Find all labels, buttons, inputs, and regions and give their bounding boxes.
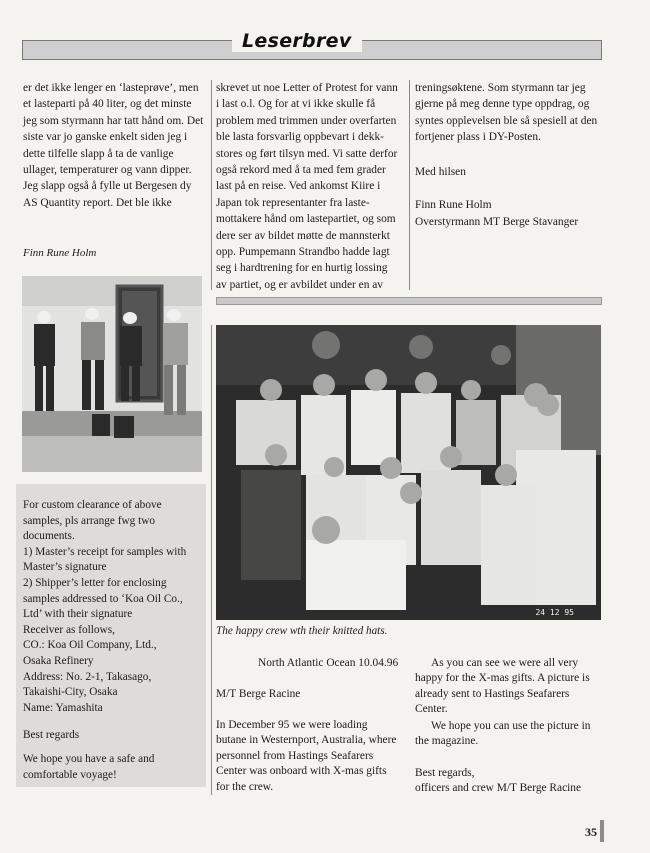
note-line: CO.: Koa Oil Company, Ltd., [23,639,157,652]
note-line: samples addressed to ‘Koa Oil Co., [23,592,183,605]
photo-date-stamp: 24 12 95 [535,608,574,617]
note-line: documents. [23,530,75,543]
text-line: et lasteparti på 40 liter, og det minste [23,98,192,111]
text-line: ullager, temperaturer og vann dipper. [23,164,192,177]
text-line: Center. [415,703,448,716]
note-line: We hope you have a safe and [23,753,155,765]
text-line: av partiet, og er avbildet under en av [216,278,383,291]
text-line: In December 95 we were loading [216,719,368,731]
letter-body [216,718,402,795]
article-column-2 [216,80,404,293]
section-title: Leserbrev [232,30,362,52]
note-wish [23,752,154,783]
text-line: i last o.l. Og for at vi ikke skulle få [216,98,376,111]
crew-photo-illustration [216,325,601,620]
page-number: 35 [585,825,597,839]
letter-body-continued-b [415,719,602,750]
text-line: AS Quantity report. Det ble ikke [23,196,172,209]
column-divider-right [409,80,410,290]
note-line: Ltd’ with their signature [23,608,133,621]
text-line: already sent to Hastings Seafarers [415,687,570,700]
text-line: butane in Westernport, Australia, where [216,734,397,747]
deck-crew-illustration [22,276,202,472]
letter-regards: Best regards, [415,767,475,779]
text-line: jeg som styrmann har tatt hånd om. Det [23,114,204,127]
text-line: Jeg slapp også å fylle ut Bergesen dy [23,180,192,193]
text-line: last på en reise. Ved ankomst Kiire i [216,180,381,193]
text-line: syntes opplevelsen ble så spesiell at den [415,114,598,127]
note-line: 1) Master’s receipt for samples with [23,545,187,558]
note-line: For custom clearance of above [23,499,162,511]
article-column-1 [23,80,204,211]
text-line: stores og ført tilsyn med. Vi satte derfor [216,147,398,160]
page-edge-tab [600,820,604,842]
text-line: for the crew. [216,780,274,793]
note-line: samples, pls arrange fwg two [23,514,156,527]
letter-body-continued [415,656,602,718]
article-column-3 [415,80,603,146]
text-line: the magazine. [415,735,479,748]
letter-sign-off: officers and crew M/T Berge Racine [415,782,582,794]
text-line: As you can see we were all very [431,657,579,669]
section-separator [216,297,602,305]
note-line: Takaishi-City, Osaka [23,686,118,699]
dateline: North Atlantic Ocean 10.04.96 [258,657,399,669]
column-divider-lower [211,325,212,795]
note-line: 2) Shipper’s letter for enclosing [23,576,167,589]
text-line: treningsøktene. Som styrmann tar jeg [415,82,586,94]
text-line: skrevet ut noe Letter of Protest for vann [216,82,398,94]
text-line: siste var jo ganske enkelt siden jeg i [23,131,188,144]
text-line: happy for the X-mas gifts. A picture is [415,672,590,685]
signature-name: Finn Rune Holm [415,199,492,211]
note-line: comfortable voyage! [23,768,117,781]
greeting: Med hilsen [415,166,466,178]
text-line: opp. Pumpemann Strandbo hadde lagt [216,246,390,259]
text-line: dette tilfelle slapp å ta de vanlige [23,147,174,160]
text-line: Japan tok representanter fra laste- [216,196,370,209]
text-line: personnel from Hastings Seafarers [216,749,374,762]
note-regards: Best regards [23,729,80,741]
text-line: gjerne på meg denne type oppdrag, og [415,98,590,111]
text-line: er det ikke lenger en ‘lasteprøve’, men [23,82,199,94]
text-line: dere ser av bildet møtte de mannsterkt [216,229,390,242]
note-line: Osaka Refinery [23,654,94,667]
photo-caption: The happy crew wth their knitted hats. [216,625,388,637]
text-line: seg i hardtrening for en hurtig lossing [216,262,388,275]
text-line: Center was onboard with X-mas gifts [216,765,387,778]
note-box-text [23,498,205,716]
note-line: Address: No. 2-1, Takasago, [23,670,152,683]
deck-crew-photo [22,276,202,472]
text-line: fortjener plass i DY-Posten. [415,131,541,144]
note-line: Master’s signature [23,561,107,574]
note-line: Receiver as follows, [23,623,115,636]
text-line: også rekord med å ta med fem grader [216,164,386,177]
column-divider-left [211,80,212,290]
author-credit: Finn Rune Holm [23,247,97,259]
ship-name: M/T Berge Racine [216,688,301,700]
text-line: mottakere hånd om lastepartiet, og som [216,213,396,226]
text-line: We hope you can use the picture in [431,720,591,732]
signature-title: Overstyrmann MT Berge Stavanger [415,216,579,228]
text-line: problem med trimmen under overfarten [216,114,397,127]
crew-photo [216,325,601,620]
text-line: ble lasta forsvarlig oppbevart i dekk- [216,131,384,144]
note-line: Name: Yamashita [23,701,103,714]
